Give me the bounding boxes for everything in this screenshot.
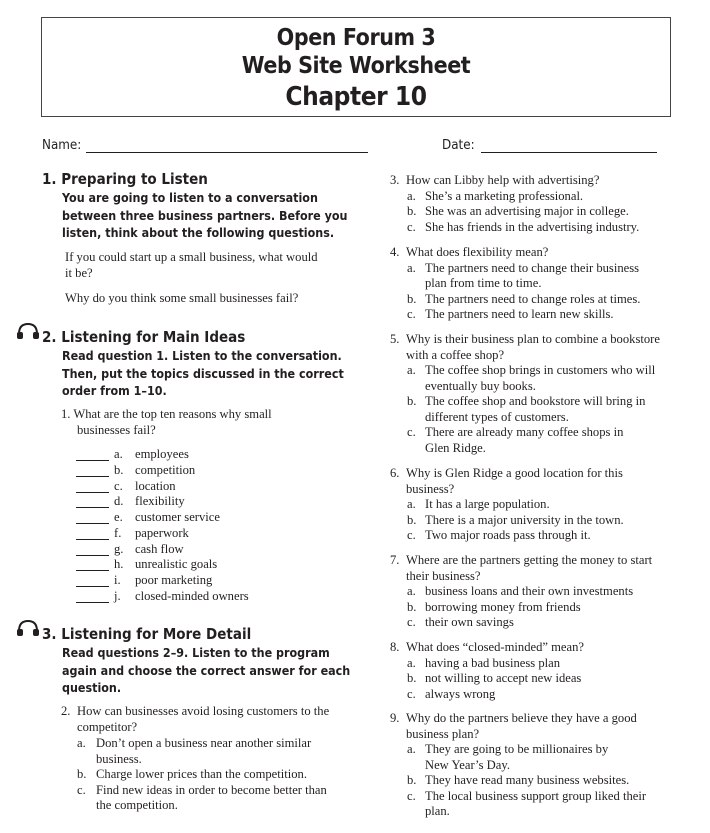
option-letter: b. — [407, 773, 417, 787]
option-letter: a. — [407, 188, 416, 203]
date-field[interactable] — [481, 152, 657, 153]
option-letter: j. — [114, 588, 121, 603]
topic-option: customer service — [135, 510, 220, 524]
answer-option[interactable]: plan from time to time. — [425, 276, 542, 290]
question-number: 3. — [390, 173, 400, 187]
option-letter: b. — [114, 462, 124, 477]
question-number: 5. — [390, 332, 400, 346]
option-letter: b. — [407, 291, 417, 306]
topic-option: paperwork — [135, 525, 189, 540]
question-text: business plan? — [406, 726, 480, 741]
answer-option[interactable]: The coffee shop and bookstore will bring in — [425, 394, 646, 408]
answer-option[interactable]: eventually buy books. — [425, 378, 536, 393]
answer-option[interactable]: always wrong — [425, 686, 496, 701]
answer-option[interactable]: business. — [96, 751, 142, 766]
instruction-line: again and choose the correct answer for each — [62, 662, 351, 678]
answer-option[interactable]: The partners need to learn new skills. — [425, 307, 614, 321]
answer-option[interactable]: The partners need to change their business — [425, 260, 640, 275]
option-letter: b. — [77, 767, 87, 781]
answer-option[interactable]: They are going to be millionaires by — [425, 742, 609, 756]
answer-option[interactable]: not willing to accept new ideas — [425, 671, 582, 685]
question-text: How can businesses avoid losing customers to the — [77, 704, 330, 718]
question-text: What does flexibility mean? — [406, 245, 549, 259]
topic-option: location — [135, 478, 176, 493]
order-blank[interactable] — [76, 460, 109, 461]
option-letter: a. — [407, 497, 416, 511]
topic-option: unrealistic goals — [135, 557, 218, 572]
order-blank[interactable] — [76, 507, 109, 508]
prompt-2: Why do you think some small businesses fail? — [65, 291, 299, 305]
order-blank[interactable] — [76, 602, 109, 603]
option-letter: c. — [407, 686, 416, 701]
option-letter: a. — [407, 584, 416, 598]
option-letter: a. — [407, 363, 416, 377]
answer-option[interactable]: Find new ideas in order to become better than — [96, 782, 327, 797]
chapter-title: Chapter 10 — [285, 82, 427, 112]
option-letter: c. — [77, 782, 86, 797]
option-letter: a. — [77, 736, 86, 750]
question-text: competitor? — [77, 719, 138, 734]
instruction-line: listen, think about the following questions. — [62, 225, 335, 240]
question-text: Why do the partners believe they have a good — [406, 711, 637, 725]
worksheet-title: Web Site Worksheet — [241, 53, 471, 79]
instruction-line: You are going to listen to a conversation — [62, 190, 318, 205]
headphones-icon — [17, 619, 41, 637]
answer-option[interactable]: They have read many business websites. — [425, 773, 630, 787]
date-label: Date: — [442, 138, 475, 153]
option-letter: i. — [114, 573, 121, 587]
name-field[interactable] — [86, 152, 368, 153]
option-letter: a. — [407, 260, 416, 275]
question-text: their business? — [406, 568, 481, 583]
option-letter: b. — [407, 671, 417, 685]
order-blank[interactable] — [76, 539, 109, 540]
option-letter: d. — [114, 494, 124, 509]
question-text: with a coffee shop? — [406, 347, 505, 362]
answer-option[interactable]: The coffee shop brings in customers who will — [425, 363, 656, 377]
answer-option[interactable]: The partners need to change roles at times. — [425, 291, 641, 306]
topic-option: flexibility — [135, 494, 185, 509]
question-text: Why is Glen Ridge a good location for this — [406, 466, 623, 480]
answer-option[interactable]: business loans and their own investments — [425, 584, 634, 598]
section-1-heading: 1. Preparing to Listen — [42, 170, 208, 188]
question-number: 8. — [390, 640, 400, 654]
section-1-instructions — [62, 189, 347, 242]
option-letter: g. — [114, 541, 124, 556]
question-text: business? — [406, 481, 455, 496]
section-2-heading: 2. Listening for Main Ideas — [42, 328, 246, 346]
book-title: Open Forum 3 — [276, 25, 436, 51]
section-3-heading: 3. Listening for More Detail — [42, 625, 252, 643]
option-letter: c. — [407, 307, 416, 321]
answer-option[interactable]: There are already many coffee shops in — [425, 425, 624, 439]
question-number: 6. — [390, 466, 400, 480]
answer-option[interactable]: having a bad business plan — [425, 655, 561, 670]
option-letter: c. — [407, 788, 416, 803]
option-letter: c. — [407, 425, 416, 439]
option-letter: a. — [114, 447, 123, 461]
answer-option[interactable]: There is a major university in the town. — [425, 512, 624, 527]
section-3-instructions — [62, 644, 350, 697]
topic-option: cash flow — [135, 541, 184, 556]
option-letter: a. — [407, 742, 416, 756]
answer-option[interactable]: The local business support group liked their — [425, 788, 647, 803]
question-number: 9. — [390, 711, 400, 725]
option-letter: a. — [407, 655, 416, 670]
answer-option[interactable]: their own savings — [425, 615, 514, 629]
answer-option[interactable]: She has friends in the advertising industry. — [425, 219, 640, 234]
answer-option[interactable]: She was an advertising major in college. — [425, 204, 629, 218]
option-letter: h. — [114, 557, 124, 572]
answer-option[interactable]: New Year’s Day. — [425, 757, 510, 772]
option-letter: b. — [407, 204, 417, 218]
answer-option[interactable]: Charge lower prices than the competition. — [96, 767, 308, 781]
option-letter: b. — [407, 512, 417, 527]
answer-option[interactable]: Two major roads pass through it. — [425, 528, 591, 542]
order-blank[interactable] — [76, 523, 109, 524]
order-blank[interactable] — [76, 555, 109, 556]
option-letter: b. — [407, 394, 417, 408]
order-blank[interactable] — [76, 570, 109, 571]
instruction-line: question. — [62, 680, 122, 695]
option-letter: b. — [407, 599, 417, 614]
topic-option: employees — [135, 447, 189, 461]
option-letter: c. — [114, 478, 123, 493]
answer-option[interactable]: different types of customers. — [425, 409, 569, 424]
prompt-1-line1: If you could start up a small business, what would — [65, 250, 318, 264]
question-1-line2: businesses fail? — [77, 423, 156, 437]
headphones-icon — [17, 322, 41, 340]
answer-option[interactable]: It has a large population. — [425, 497, 550, 511]
question-text: Why is their business plan to combine a bookstore — [406, 332, 660, 346]
answer-option[interactable]: Glen Ridge. — [425, 440, 486, 455]
order-blank[interactable] — [76, 492, 109, 493]
question-text: How can Libby help with advertising? — [406, 173, 600, 187]
worksheet-header — [41, 17, 671, 117]
answer-option[interactable]: Don’t open a business near another similar — [96, 736, 312, 750]
answer-option[interactable]: borrowing money from friends — [425, 599, 581, 614]
question-text: What does “closed-minded” mean? — [406, 640, 584, 654]
question-text: Where are the partners getting the money to start — [406, 553, 653, 567]
question-1-line1: 1. What are the top ten reasons why small — [61, 407, 272, 421]
name-label: Name: — [42, 138, 82, 153]
answer-option[interactable]: the competition. — [96, 798, 178, 812]
instruction-line: order from 1–10. — [62, 383, 167, 398]
order-blank[interactable] — [76, 586, 109, 587]
topic-option: closed-minded owners — [135, 588, 249, 603]
answer-option[interactable]: plan. — [425, 804, 450, 818]
option-letter: c. — [407, 615, 416, 629]
instruction-line: Then, put the topics discussed in the correct — [62, 365, 344, 381]
topic-option: competition — [135, 462, 196, 477]
question-number: 7. — [390, 553, 400, 567]
section-2-instructions — [62, 347, 344, 400]
option-letter: f. — [114, 525, 122, 540]
topic-option: poor marketing — [135, 573, 213, 587]
question-number: 2. — [61, 704, 71, 718]
option-letter: e. — [114, 510, 123, 524]
prompt-1-line2: it be? — [65, 266, 93, 280]
question-number: 4. — [390, 245, 400, 259]
instruction-line: Read question 1. Listen to the conversation. — [62, 348, 342, 363]
option-letter: c. — [407, 528, 416, 542]
instruction-line: between three business partners. Before you — [62, 207, 348, 223]
option-letter: c. — [407, 219, 416, 234]
answer-option[interactable]: She’s a marketing professional. — [425, 188, 584, 203]
order-blank[interactable] — [76, 476, 109, 477]
instruction-line: Read questions 2–9. Listen to the program — [62, 645, 330, 660]
